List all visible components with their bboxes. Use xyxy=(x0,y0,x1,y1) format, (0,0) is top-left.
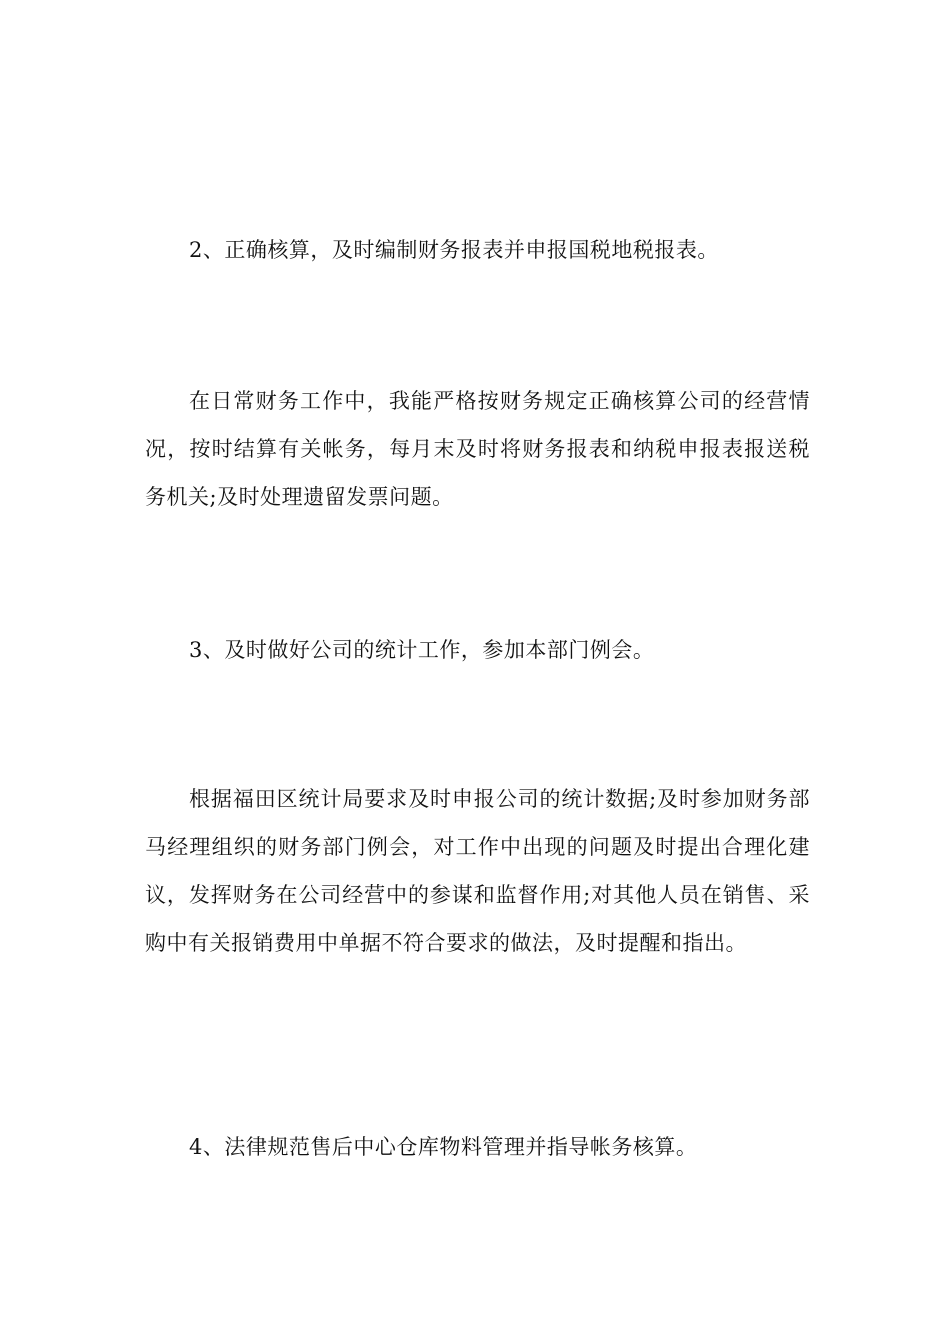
paragraph-statistics-work: 根据福田区统计局要求及时申报公司的统计数据;及时参加财务部马经理组织的财务部门例会，对工作中出现的问题及时提出合理化建议，发挥财务在公司经营中的参谋和监督作用;对其他人员在销售、采购中有关报销费用中单据不符合要求的做法，及时提醒和指出。 xyxy=(145,787,810,955)
section-heading-4: 4、法律规范售后中心仓库物料管理并指导帐务核算。 xyxy=(189,1135,698,1159)
paragraph-financial-accounting: 在日常财务工作中，我能严格按财务规定正确核算公司的经营情况，按时结算有关帐务，每月末及时将财务报表和纳税申报表报送税务机关;及时处理遗留发票问题。 xyxy=(145,389,810,509)
section-heading-2: 2、正确核算，及时编制财务报表并申报国税地税报表。 xyxy=(189,238,719,262)
section-heading-3: 3、及时做好公司的统计工作，参加本部门例会。 xyxy=(189,638,655,662)
